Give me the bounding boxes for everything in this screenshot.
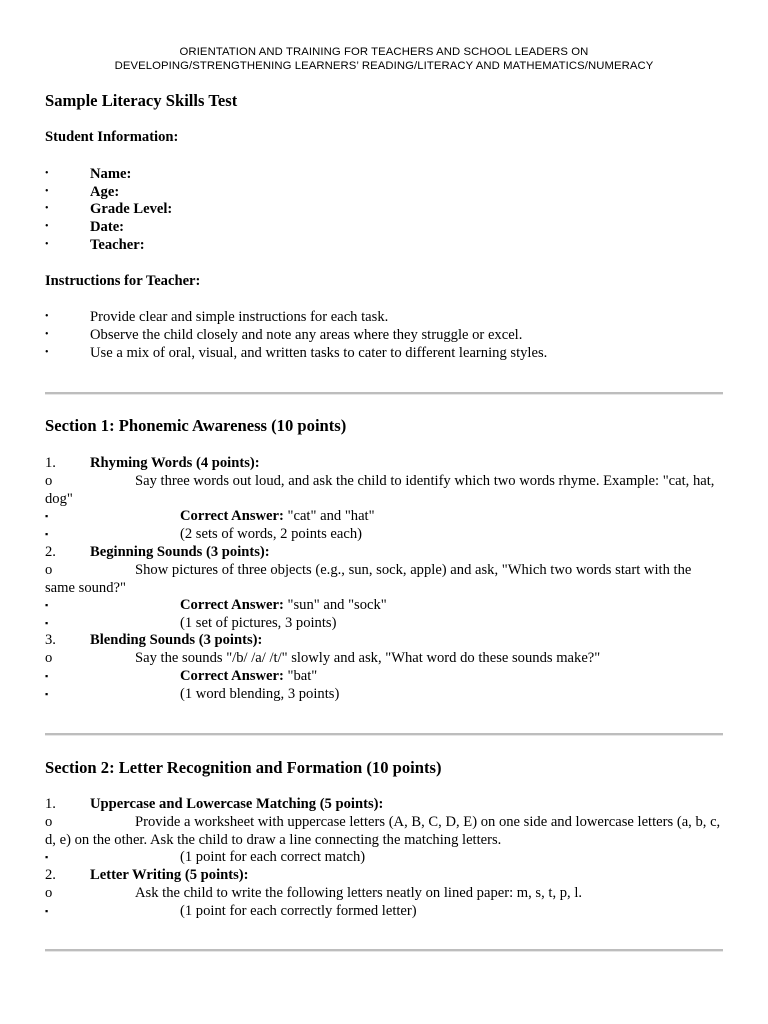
bullet-marker: • [45,311,49,322]
task-heading [45,454,723,472]
task-label: Beginning Sounds (3 points): [90,544,270,560]
task-description-text: Ask the child to write the following letters neatly on lined paper: m, s, t, p, l. [135,885,583,901]
circle-marker: o [45,473,53,489]
square-marker: ▪ [45,906,49,916]
student-field-date [45,218,723,236]
task-description-text: Say three words out loud, and ask the child to identify which two words rhyme. Example: "cat, hat, dog" [45,473,715,507]
student-field-grade-level [45,200,723,218]
bullet-marker: • [45,329,49,340]
answer-line [45,596,723,614]
task-number: 1. [45,796,56,812]
square-marker: ▪ [45,852,49,862]
answer-line [45,667,723,685]
points-note-text: (1 point for each correctly formed letter) [180,903,417,919]
square-marker: ▪ [45,671,49,681]
bullet-marker: • [45,203,49,214]
student-field-name [45,165,723,183]
answer-label: Correct Answer: [180,668,284,684]
instructions-heading: Instructions for Teacher: [45,273,201,289]
instruction-item [45,326,723,344]
task-description [45,649,723,667]
instruction-text: Use a mix of oral, visual, and written tasks to cater to different learning styles. [90,345,548,361]
field-label: Name: [90,166,132,182]
task-label: Rhyming Words (4 points): [90,455,260,471]
field-label: Age: [90,184,120,200]
instruction-item [45,344,723,362]
instruction-text: Observe the child closely and note any areas where they struggle or excel. [90,327,523,343]
square-marker: ▪ [45,529,49,539]
task-heading [45,866,723,884]
answer-label: Correct Answer: [180,597,284,613]
bullet-marker: • [45,168,49,179]
answer-value: "sun" and "sock" [283,597,387,613]
task-description [45,813,723,849]
section-1-title: Section 1: Phonemic Awareness (10 points) [45,416,347,435]
circle-marker: o [45,885,53,901]
field-label: Teacher: [90,237,145,253]
task-description [45,561,723,597]
task-number: 2. [45,544,56,560]
points-note [45,685,723,703]
student-field-teacher [45,236,723,254]
field-label: Grade Level: [90,201,173,217]
answer-line [45,507,723,525]
task-label: Blending Sounds (3 points): [90,632,263,648]
points-note [45,525,723,543]
task-description-text: Say the sounds "/b/ /a/ /t/" slowly and ask, "What word do these sounds make?" [135,650,601,666]
bullet-marker: • [45,239,49,250]
square-marker: ▪ [45,511,49,521]
task-heading [45,631,723,649]
header-line-2: DEVELOPING/STRENGTHENING LEARNERS’ READING/LITERACY AND MATHEMATICS/NUMERACY [114,60,654,72]
task-number: 3. [45,632,56,648]
points-note [45,902,723,920]
bullet-marker: • [45,186,49,197]
horizontal-divider [45,949,723,952]
answer-label: Correct Answer: [180,508,284,524]
task-label: Letter Writing (5 points): [90,867,249,883]
answer-value: "cat" and "hat" [283,508,375,524]
task-label: Uppercase and Lowercase Matching (5 points): [90,796,384,812]
points-note-text: (1 word blending, 3 points) [180,686,340,702]
points-note [45,614,723,632]
square-marker: ▪ [45,689,49,699]
task-description-text: Provide a worksheet with uppercase letters (A, B, C, D, E) on one side and lowercase letters (a, b, c, d, e) on the other. Ask the child to draw a line connecting the matching letters. [45,814,721,848]
task-description [45,472,723,508]
points-note-text: (1 set of pictures, 3 points) [180,615,337,631]
points-note-text: (2 sets of words, 2 points each) [180,526,362,542]
instruction-text: Provide clear and simple instructions for each task. [90,309,389,325]
points-note [45,848,723,866]
horizontal-divider [45,392,723,395]
square-marker: ▪ [45,618,49,628]
bullet-marker: • [45,347,49,358]
task-description [45,884,723,902]
circle-marker: o [45,650,53,666]
answer-value: "bat" [283,668,318,684]
field-label: Date: [90,219,125,235]
document-header [0,45,768,73]
points-note-text: (1 point for each correct match) [180,849,366,865]
task-description-text: Show pictures of three objects (e.g., sun, sock, apple) and ask, "Which two words start with the same sound?" [45,562,692,596]
page-title: Sample Literacy Skills Test [45,91,238,110]
section-2-title: Section 2: Letter Recognition and Formation (10 points) [45,758,442,777]
student-field-age [45,183,723,201]
task-number: 2. [45,867,56,883]
task-number: 1. [45,455,56,471]
instruction-item [45,308,723,326]
horizontal-divider [45,733,723,736]
circle-marker: o [45,814,53,830]
bullet-marker: • [45,221,49,232]
header-line-1: ORIENTATION AND TRAINING FOR TEACHERS AND SCHOOL LEADERS ON [179,46,589,58]
task-heading [45,795,723,813]
square-marker: ▪ [45,600,49,610]
task-heading [45,543,723,561]
circle-marker: o [45,562,53,578]
student-info-heading: Student Information: [45,129,179,145]
